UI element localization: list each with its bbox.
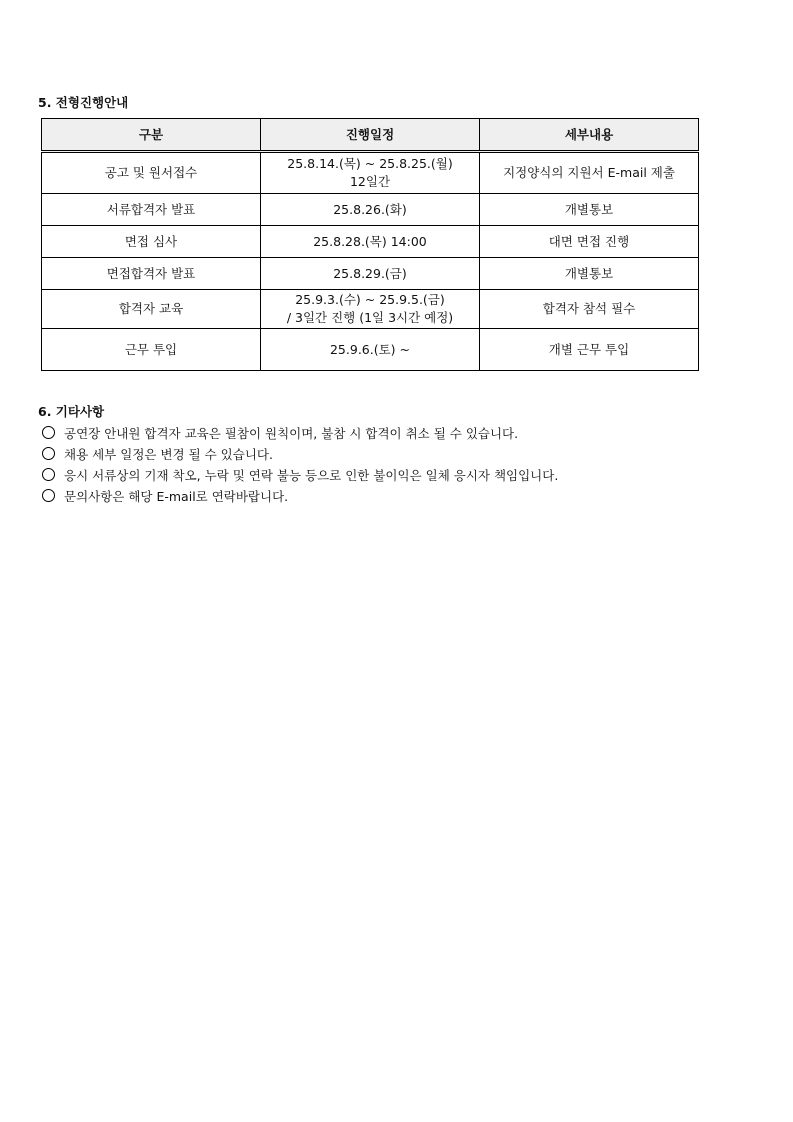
list-item xyxy=(42,465,558,486)
row-detail: 개별통보 xyxy=(480,194,699,226)
row-detail: 개별 근무 투입 xyxy=(480,329,699,371)
row-schedule xyxy=(261,152,480,194)
row-schedule xyxy=(261,226,480,258)
header-schedule: 진행일정 xyxy=(261,119,480,152)
row-category: 근무 투입 xyxy=(42,329,261,371)
table-row xyxy=(42,152,699,194)
table-row xyxy=(42,194,699,226)
note-text: 채용 세부 일정은 변경 될 수 있습니다. xyxy=(64,447,273,462)
table-row xyxy=(42,329,699,371)
header-detail: 세부내용 xyxy=(480,119,699,152)
table-row xyxy=(42,226,699,258)
schedule-line: 25.9.6.(토) ~ xyxy=(329,341,410,357)
list-item xyxy=(42,423,558,444)
row-detail: 개별통보 xyxy=(480,258,699,290)
table-row xyxy=(42,290,699,329)
row-schedule xyxy=(261,329,480,371)
row-detail: 합격자 참석 필수 xyxy=(480,290,699,329)
schedule-line: / 3일간 진행 (1일 3시간 예정) xyxy=(286,310,454,325)
row-schedule xyxy=(261,194,480,226)
table-row xyxy=(42,258,699,290)
schedule-line: 25.9.3.(수) ~ 25.9.5.(금) xyxy=(295,292,445,307)
section-5-title: 5. 전형진행안내 xyxy=(38,95,129,110)
row-category: 합격자 교육 xyxy=(42,290,261,329)
row-schedule xyxy=(261,258,480,290)
circle-bullet-icon xyxy=(42,426,55,439)
row-category: 공고 및 원서접수 xyxy=(42,152,261,194)
row-category: 면접합격자 발표 xyxy=(42,258,261,290)
schedule-line: 25.8.28.(목) 14:00 xyxy=(313,233,427,249)
header-category: 구분 xyxy=(42,119,261,152)
section-6-title: 6. 기타사항 xyxy=(38,404,105,419)
row-detail: 대면 면접 진행 xyxy=(480,226,699,258)
row-schedule xyxy=(261,290,480,329)
note-text: 문의사항은 해당 E-mail로 연락바랍니다. xyxy=(64,489,289,504)
notes-list xyxy=(42,423,558,507)
schedule-line: 25.8.29.(금) xyxy=(333,265,407,281)
circle-bullet-icon xyxy=(42,447,55,460)
schedule-line: 25.8.26.(화) xyxy=(333,201,407,217)
table-header-row xyxy=(42,119,699,152)
schedule-table xyxy=(41,118,699,371)
schedule-line: 12일간 xyxy=(349,174,391,189)
note-text: 응시 서류상의 기재 착오, 누락 및 연락 불능 등으로 인한 불이익은 일체 응시자 책임입니다. xyxy=(64,468,559,483)
note-text: 공연장 안내원 합격자 교육은 필참이 원칙이며, 불참 시 합격이 취소 될 수 있습니다. xyxy=(64,426,519,441)
row-category: 면접 심사 xyxy=(42,226,261,258)
list-item xyxy=(42,444,558,465)
list-item xyxy=(42,486,558,507)
circle-bullet-icon xyxy=(42,489,55,502)
row-detail: 지정양식의 지원서 E-mail 제출 xyxy=(480,152,699,194)
schedule-line: 25.8.14.(목) ~ 25.8.25.(월) xyxy=(287,156,453,171)
circle-bullet-icon xyxy=(42,468,55,481)
row-category: 서류합격자 발표 xyxy=(42,194,261,226)
